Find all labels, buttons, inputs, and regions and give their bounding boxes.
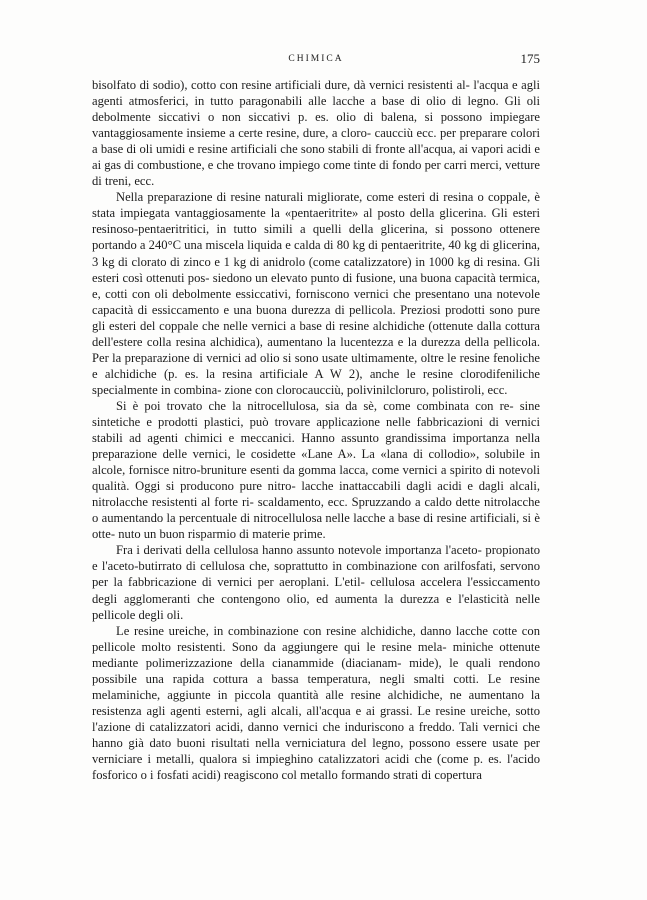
paragraph-nitrocellulose: Si è poi trovato che la nitrocellulosa, sia da sè, come combinata con re- sine sintetiche e prodotti plastici, può trovare applicazione nelle fabbricazioni di vernici stabili ad agenti chimici e meccanici. Hanno assunto grandissima importanza nella preparazione delle vernici, le cosidette «Lane A». La «lana di collodio», solubile in alcole, fornisce nitro-bruniture esenti da gomma lacca, come vernici a spirito di notevoli qualità. Oggi si producono pure nitro- lacche inattaccabili dagli acidi e dagli alcali, nitrolacche resistenti al forte ri- scaldamento, ecc. Spruzzando a caldo dette nitrolacche o aumentando la percentuale di nitrocellulosa nelle lacche a base di resine artificiali, si è otte- nuto un buon risparmio di materie prime. bbox=[92, 398, 540, 542]
paragraph-urea-resins: Le resine ureiche, in combinazione con resine alchidiche, danno lacche cotte con pellicole molto resistenti. Sono da aggiungere qui le resine mela- miniche ottenute mediante polimerizzazione della cianammide (diacianam- mide), le quali rendono possibile una rapida cottura a bassa temperatura, negli smalti cotti. Le resine melaminiche, aggiunte in piccola quantità alle resine alchidiche, ne aumentano la resistenza agli agenti esterni, agli alcali, all'acqua e ai grassi. Le resine ureiche, sotto l'azione di catalizzatori acidi, danno vernici che induriscono a freddo. Tali vernici che hanno già dato buoni risultati nella verniciatura del legno, possono essere usate per verniciare i metalli, qualora si impieghino catalizzatori acidi che (come p. es. l'acido fosforico o i fosfati acidi) reagiscono col metallo formando strati di copertura bbox=[92, 623, 540, 783]
paragraph-pentaerythritol: Nella preparazione di resine naturali migliorate, come esteri di resina o coppale, è stata impiegata vantaggiosamente la «pentaeritrite» al posto della glicerina. Gli esteri resinoso-pentaeritritici, in tutto simili a quelli della glicerina, si possono ottenere portando a 240°C una miscela liquida e calda di 80 kg di pentaeritrite, 40 kg di glicerina, 3 kg di clorato di zinco e 1 kg di anidrolo (come catalizzatore) in 1000 kg di resina. Gli esteri così ottenuti pos- siedono un elevato punto di fusione, una buona capacità termica, e, cotti con oli debolmente essiccativi, forniscono vernici che presentano una notevole capacità di essiccamento e una buona durezza di pellicola. Preziosi prodotti sono pure gli esteri del coppale che nelle vernici a base di resine alchidiche (ottenute dalla cottura dell'estere colla resina alchidica), aumentano la lucentezza e la durezza della pellicola. Per la preparazione di vernici ad olio si sono usate ultimamente, oltre le resine fenoliche e alchidiche (p. es. la resina artificiale A W 2), anche le resine clorodifeniliche specialmente in combina- zione con clorocaucciù, polivinilcloruro, polistiroli, ecc. bbox=[92, 190, 540, 397]
paragraph-cellulose-derivatives: Fra i derivati della cellulosa hanno assunto notevole importanza l'aceto- propionato e l'aceto-butirrato di cellulosa che, soprattutto in combinazione con arilfosfati, servono per la fabbricazione di vernici per aeroplani. L'etil- cellulosa accelera l'essiccamento degli agglomeranti che contengono olio, ed aumenta la durezza e l'elasticità nelle pellicole degli oli. bbox=[92, 543, 540, 622]
running-title: CHIMICA bbox=[288, 54, 344, 64]
paragraph-drying-oils: bisolfato di sodio), cotto con resine artificiali dure, dà vernici resistenti al- l'acqua e agli agenti atmosferici, in tutto paragonabili alle lacche a base di olio di legno. Gli oli debolmente siccativi o non siccativi p. es. olio di balena, si possono impiegare vantaggiosamente insieme a certe resine, dure, a cloro- caucciù ecc. per preparare colori a base di oli umidi e resine artificiali che sono stabili di fronte all'acqua, ai vapori acidi e ai gas di combustione, e che trovano impiego come tinte di fondo per carri merci, vetture di treni, ecc. bbox=[92, 78, 540, 189]
body-text bbox=[92, 77, 540, 783]
page-number: 175 bbox=[520, 51, 540, 66]
running-head bbox=[92, 52, 540, 68]
